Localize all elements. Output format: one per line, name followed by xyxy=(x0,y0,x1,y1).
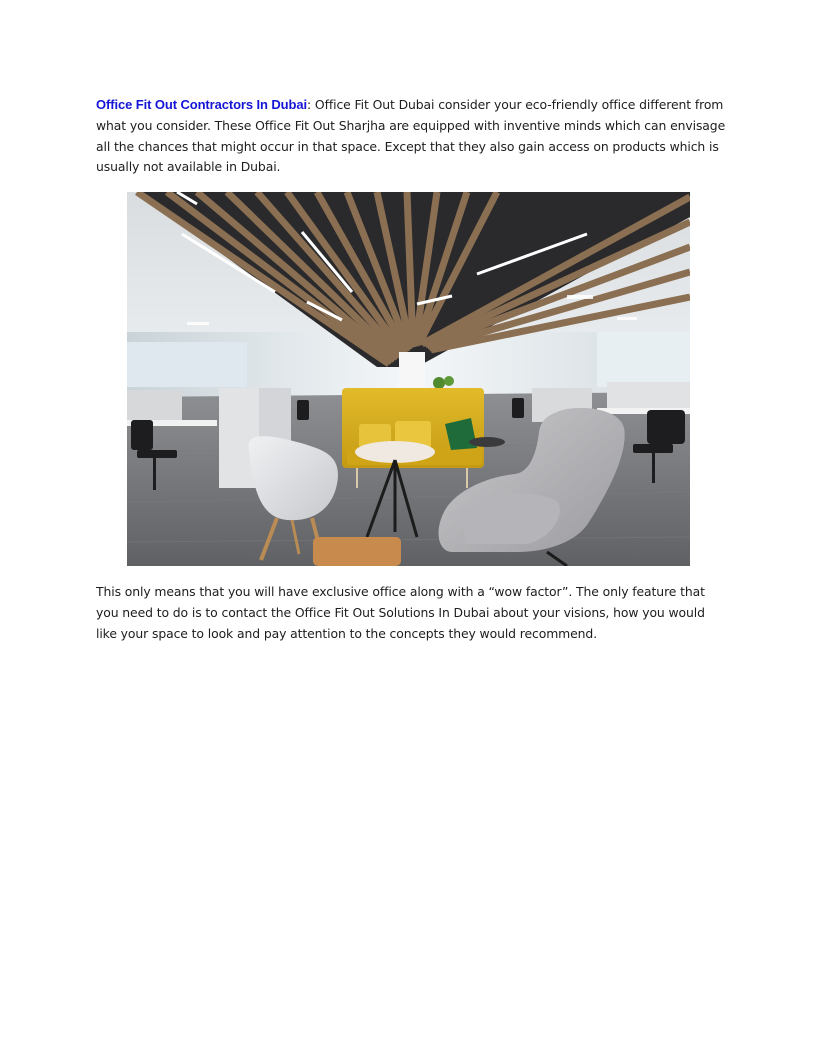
office-fit-out-contractors-link[interactable]: Office Fit Out Contractors In Dubai xyxy=(96,97,308,112)
intro-paragraph-text: : Office Fit Out Dubai consider your eco-friendly office different from what you consider. These Office Fit Out Sharjha are equipped with inventive minds which can envisage all the chances that might occur in that space. Except that they also gain access on products which is usually not available in Dubai. xyxy=(96,97,726,175)
intro-paragraph xyxy=(96,95,728,178)
closing-paragraph: This only means that you will have exclusive office along with a “wow factor”. The only feature that you need to do is to contact the Office Fit Out Solutions In Dubai about your visions, how you would like your space to look and pay attention to the concepts they would recommend. xyxy=(96,584,705,641)
office-lounge-photo xyxy=(127,192,690,566)
